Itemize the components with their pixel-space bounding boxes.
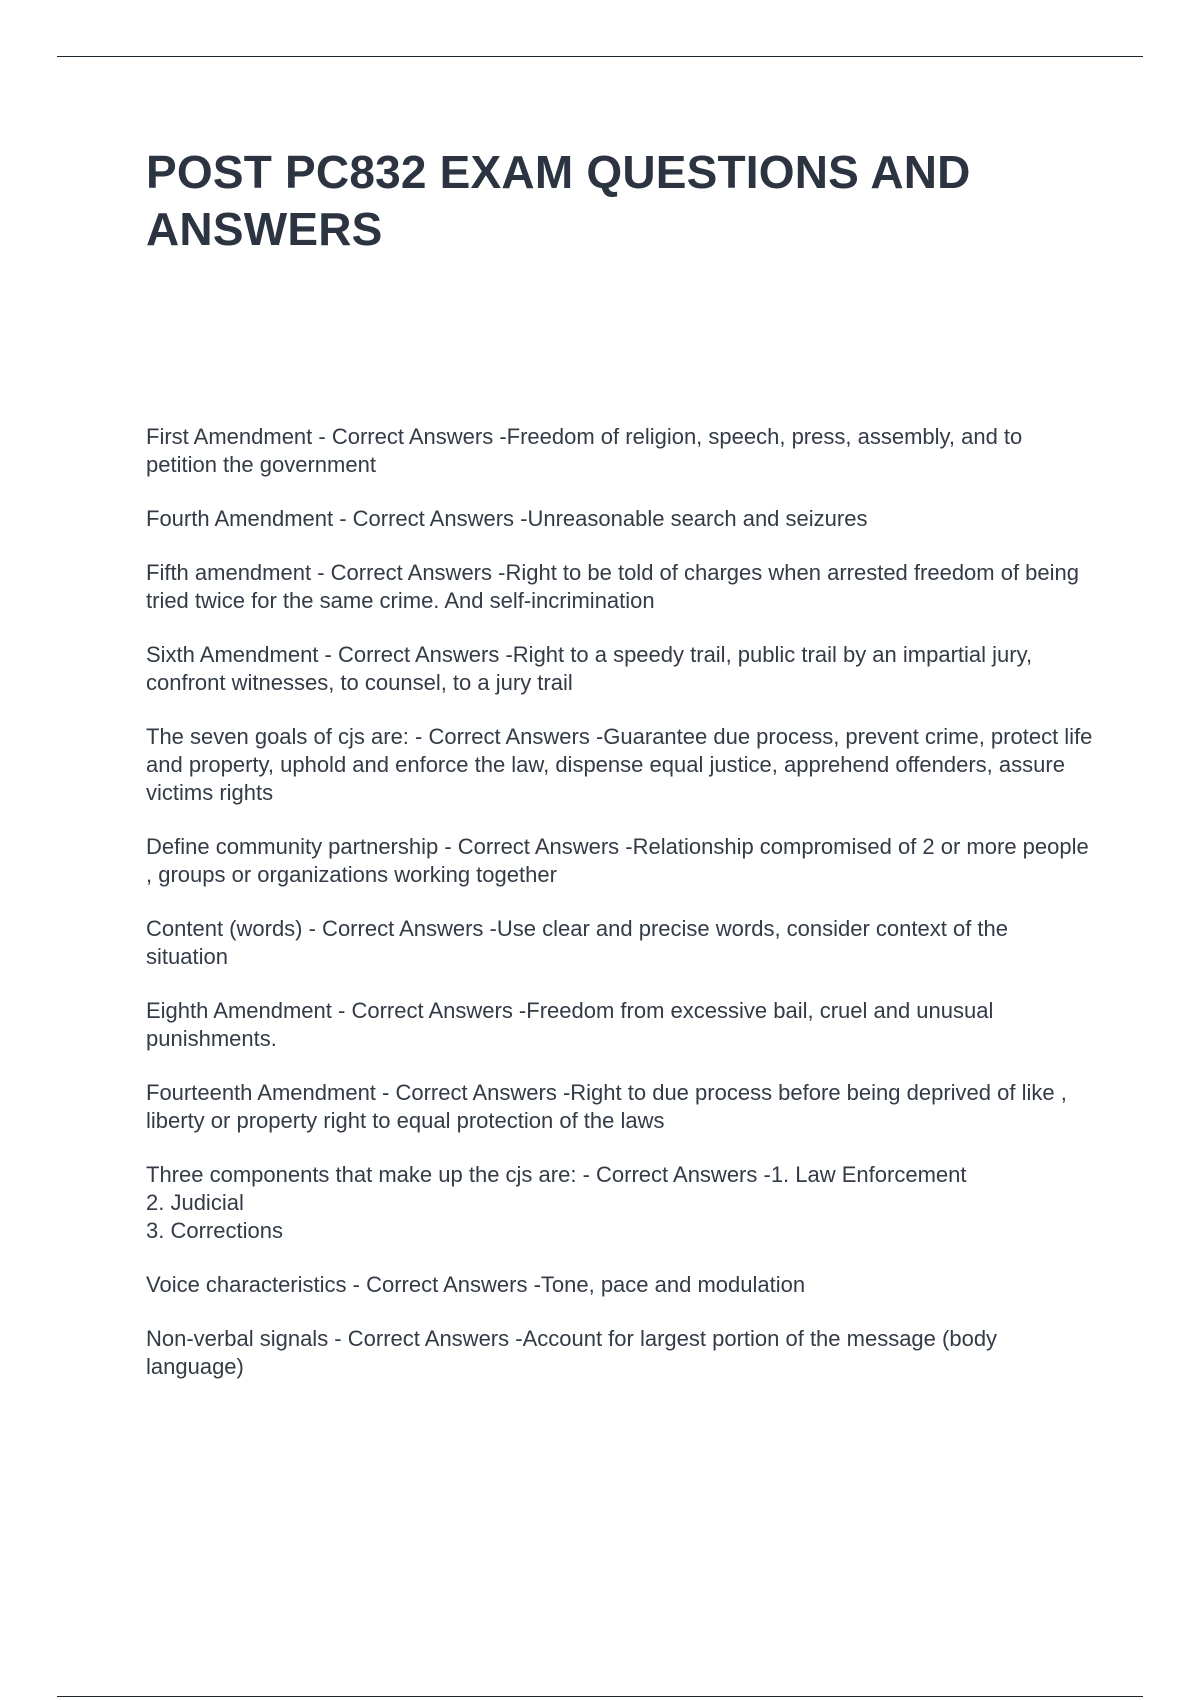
qa-item-content-words: Content (words) - Correct Answers -Use clear and precise words, consider context of the situation [146,916,1009,969]
qa-item-fifth-amendment: Fifth amendment - Correct Answers -Right to be told of charges when arrested freedom of being tried twice for the same crime. And self-incrimination [146,560,1080,613]
qa-item-community-partnership: Define community partnership - Correct Answers -Relationship compromised of 2 or more people , groups or organizations working together [146,834,1089,887]
qa-item-voice-characteristics: Voice characteristics - Correct Answers -Tone, pace and modulation [146,1272,806,1297]
qa-item-fourth-amendment: Fourth Amendment - Correct Answers -Unreasonable search and seizures [146,506,868,531]
bottom-rule [57,1696,1143,1697]
qa-item-non-verbal-signals: Non-verbal signals - Correct Answers -Account for largest portion of the message (body language) [146,1326,998,1379]
qa-item-fourteenth-amendment: Fourteenth Amendment - Correct Answers -Right to due process before being deprived of like , liberty or property right to equal protection of the laws [146,1080,1067,1133]
qa-item-eighth-amendment: Eighth Amendment - Correct Answers -Freedom from excessive bail, cruel and unusual punishments. [146,998,994,1051]
qa-item-sixth-amendment: Sixth Amendment - Correct Answers -Right to a speedy trail, public trail by an impartial jury, confront witnesses, to counsel, to a jury trail [146,642,1033,695]
top-rule [57,56,1143,57]
page-title: POST PC832 EXAM QUESTIONS AND ANSWERS [146,146,971,255]
qa-list [146,423,1096,1407]
qa-item-first-amendment: First Amendment - Correct Answers -Freedom of religion, speech, press, assembly, and to petition the government [146,424,1023,477]
qa-item-seven-goals-cjs: The seven goals of cjs are: - Correct Answers -Guarantee due process, prevent crime, protect life and property, uphold and enforce the law, dispense equal justice, apprehend offenders, assure victims rights [146,724,1093,805]
qa-item-three-components-cjs: Three components that make up the cjs are: - Correct Answers -1. Law Enforcement 2. Judicial 3. Corrections [146,1162,967,1243]
